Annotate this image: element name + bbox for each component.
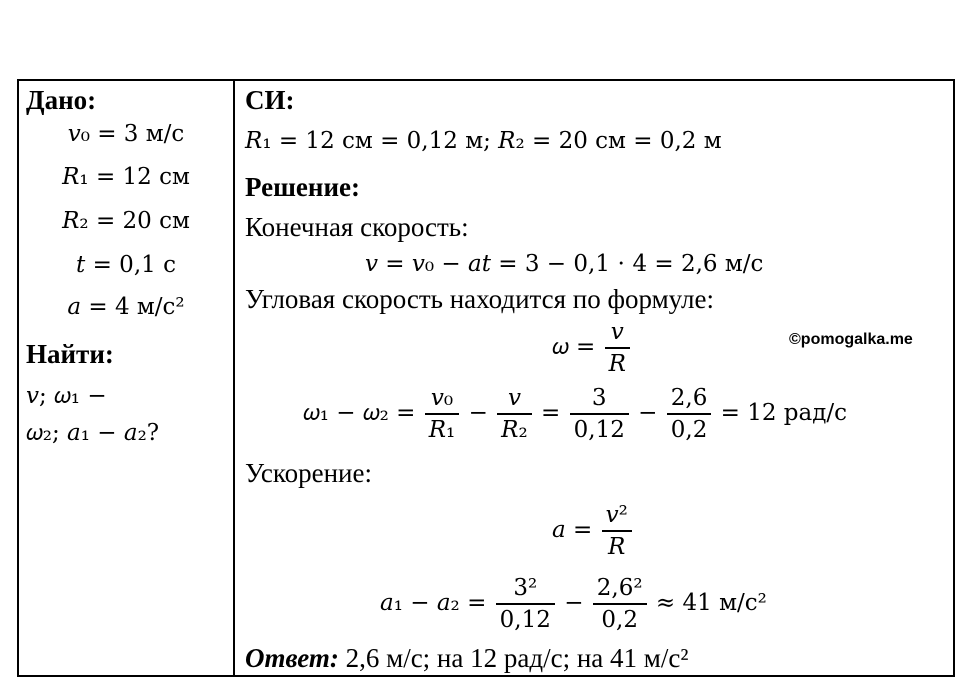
column-divider xyxy=(233,79,235,677)
omega-formula: 𝜔 = $\frac{\text{𝑣}}{\text{𝑅}}$ xyxy=(552,317,632,379)
final-speed-equation: 𝑣 = 𝑣₀ − 𝑎𝑡 = 3 − 0,1 ⋅ 4 = 2,6 м/с xyxy=(365,251,764,277)
omega-fraction: $\frac{\text{𝑣}}{\text{𝑅}}$ xyxy=(605,317,630,379)
given-r1: 𝑅₁ = 12 см xyxy=(62,164,190,190)
answer-text: 2,6 м/с; на 12 рад/с; на 41 м/с² xyxy=(338,643,689,673)
answer-line xyxy=(245,643,688,674)
acceleration-label: Ускорение: xyxy=(245,458,372,488)
given-header: Дано: xyxy=(26,85,97,115)
answer-label: Ответ: xyxy=(245,643,339,673)
si-header: СИ: xyxy=(245,85,295,115)
given-r2: 𝑅₂ = 20 см xyxy=(62,208,190,234)
find-line-1: 𝑣; 𝜔₁ − xyxy=(26,383,107,409)
omega-difference-equation: 𝜔₁ − 𝜔₂ = $\frac{\text{𝑣₀}}{\text{𝑅₁}}$ − $\frac{\text{𝑣}}{\text{𝑅₂}}$ = $\frac{3}{0,12}$ − $\frac{2,6}{0,2}$ = 12 рад/с xyxy=(303,385,848,443)
acceleration-difference-equation: 𝑎₁ − 𝑎₂ = $\frac{\text{3²}}{0,12}$ − $\frac{\text{2,6²}}{0,2}$ ≈ 41 м/с² xyxy=(380,575,767,633)
watermark: ©pomogalka.me xyxy=(789,331,913,348)
si-conversion: 𝑅₁ = 12 см = 0,12 м; 𝑅₂ = 20 см = 0,2 м xyxy=(245,128,722,154)
solution-header: Решение: xyxy=(245,172,360,202)
acceleration-formula: 𝑎 = $\frac{\text{𝑣²}}{\text{𝑅}}$ xyxy=(552,500,634,562)
find-header: Найти: xyxy=(26,339,114,369)
given-v0: 𝑣₀ = 3 м/с xyxy=(67,121,185,147)
find-line-2: 𝜔₂; 𝑎₁ − 𝑎₂? xyxy=(26,420,160,446)
angular-speed-label: Угловая скорость находится по формуле: xyxy=(245,284,714,314)
final-speed-label: Конечная скорость: xyxy=(245,212,469,242)
given-a: 𝑎 = 4 м/с² xyxy=(67,294,185,320)
given-t: 𝑡 = 0,1 с xyxy=(76,252,176,278)
